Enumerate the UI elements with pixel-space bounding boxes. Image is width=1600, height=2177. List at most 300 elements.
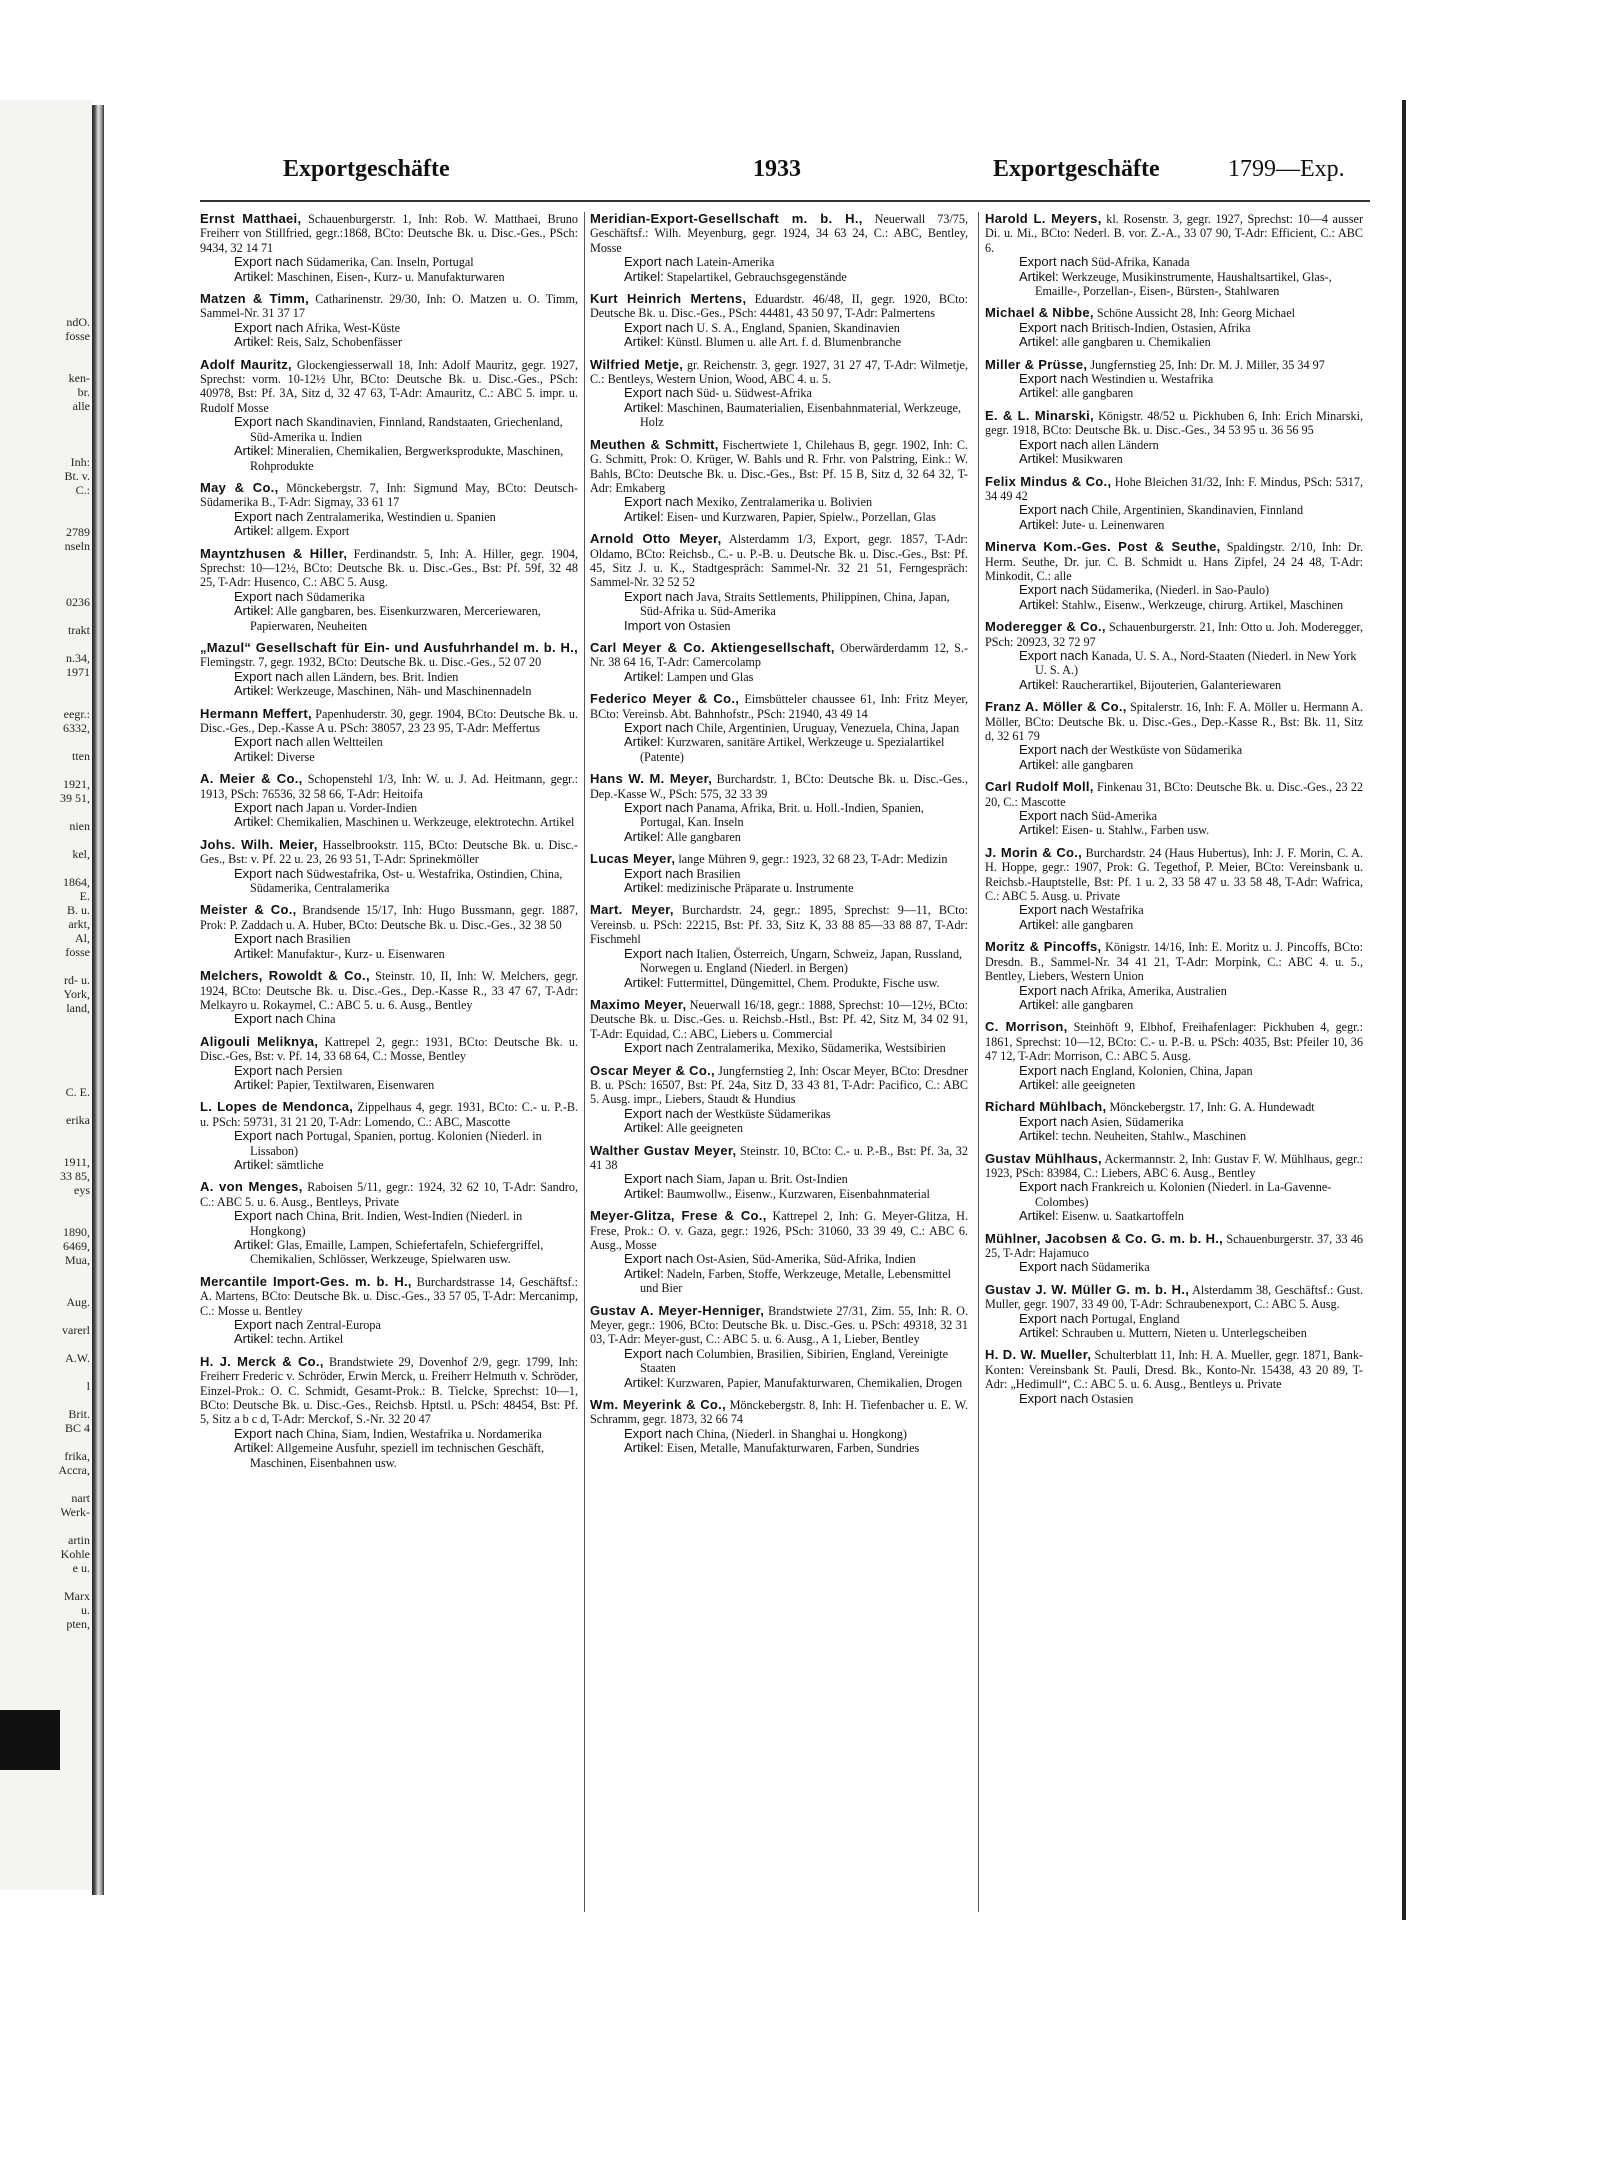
detail-label: Export nach: [624, 385, 694, 401]
firm-name: Arnold Otto Meyer,: [590, 531, 722, 547]
column-1: [200, 212, 578, 1478]
directory-entry: [590, 1144, 968, 1202]
firm-name: Richard Mühlbach,: [985, 1099, 1107, 1115]
detail-text: Britisch-Indien, Ostasien, Afrika: [1091, 320, 1251, 335]
entry-detail-line: [590, 881, 968, 895]
detail-text: Panama, Afrika, Brit. u. Holl.-Indien, Spanien, Portugal, Kan. Inseln: [640, 801, 924, 830]
firm-name: Mayntzhusen & Hiller,: [200, 545, 348, 561]
firm-address: lange Mühren 9, gegr.: 1923, 32 68 23, T-Adr: Medizin: [678, 852, 948, 867]
detail-label: Export nach: [234, 319, 304, 335]
directory-entry: [590, 692, 968, 764]
firm-address: Mönckebergstr. 7, Inh: Sigmund May, BCto: Deutsch-Südamerika B., T-Adr: Sigmay, 33 61 17: [200, 480, 578, 510]
entry-detail-line: [590, 1376, 968, 1390]
detail-text: Skandinavien, Finnland, Randstaaten, Griechenland, Süd-Amerika u. Indien: [250, 415, 563, 444]
detail-text: Latein-Amerika: [696, 255, 775, 270]
entry-detail-line: [985, 372, 1363, 386]
detail-text: U. S. A., England, Spanien, Skandinavien: [696, 320, 900, 335]
firm-name: Miller & Prüsse,: [985, 356, 1088, 372]
entry-detail-line: [985, 1392, 1363, 1406]
detail-text: der Westküste Südamerikas: [696, 1106, 831, 1121]
detail-text: Stapelartikel, Gebrauchsgegenstände: [666, 269, 847, 284]
detail-label: Export nach: [1019, 647, 1089, 663]
detail-label: Export nach: [624, 1105, 694, 1121]
entry-detail-line: [985, 1209, 1363, 1223]
entry-detail-line: [590, 1107, 968, 1121]
detail-label: Artikel:: [1019, 1128, 1059, 1144]
entry-detail-line: [200, 510, 578, 524]
firm-name: Melchers, Rowoldt & Co.,: [200, 968, 370, 984]
directory-entry: [590, 212, 968, 284]
directory-entry: [590, 998, 968, 1056]
entry-detail-line: [590, 670, 968, 684]
directory-entry: [590, 1304, 968, 1390]
entry-detail-line: [200, 670, 578, 684]
detail-text: Südamerika, Can. Inseln, Portugal: [306, 255, 474, 270]
firm-name: Ernst Matthaei,: [200, 211, 302, 226]
directory-entry: [200, 1035, 578, 1093]
detail-text: Frankreich u. Kolonien (Niederl. in La-Gavenne-Colombes): [1035, 1180, 1332, 1209]
detail-label: Export nach: [624, 865, 694, 881]
entry-detail-line: [590, 1252, 968, 1266]
detail-label: Export nach: [1019, 1179, 1089, 1195]
entry-detail-line: [985, 998, 1363, 1012]
detail-text: Asien, Südamerika: [1090, 1114, 1184, 1129]
firm-name: Felix Mindus & Co.,: [985, 473, 1112, 489]
firm-address: Burchardstr. 24, gegr.: 1895, Sprechst: 9—11, BCto: Vereinsb. u. PSch: 22215, Bst: Pf. 33, Sitz K, 33 88 85—33 88 87, T-Adr: Fischmehl: [590, 903, 969, 947]
detail-text: Maschinen, Baumaterialien, Eisenbahnmaterial, Werkzeuge, Holz: [640, 400, 962, 430]
firm-address: Eimsbütteler chaussee 61, Inh: Fritz Meyer, BCto: Vereinsb. Abt. Bahnhofstr., PSch: 21940, 43 49 14: [590, 692, 969, 721]
entry-detail-line: [590, 510, 968, 524]
firm-name: Meister & Co.,: [200, 902, 297, 918]
detail-label: Export nach: [624, 1345, 694, 1361]
detail-label: Export nach: [1019, 1310, 1089, 1326]
firm-address: Ferdinandstr. 5, Inh: A. Hiller, gegr. 1904, Sprechst: 10—12½, BCto: Deutsche Bk. u. Disc.-Ges., Bst: Pf. 59f, 32 48 25, T-Adr: Husenco, C.: ABC 5. Ausg.: [200, 546, 578, 590]
entry-detail-line: [590, 721, 968, 735]
detail-text: Portugal, England: [1091, 1311, 1180, 1326]
firm-name: C. Morrison,: [985, 1019, 1068, 1035]
firm-name: Carl Meyer & Co. Aktiengesellschaft,: [590, 639, 835, 655]
directory-entry: [200, 1180, 578, 1266]
detail-text: Glas, Emaille, Lampen, Schiefertafeln, Schiefergriffel, Chemikalien, Schlösser, Werkzeuge, Spielwaren usw.: [250, 1238, 544, 1267]
firm-name: Johs. Wilh. Meier,: [200, 836, 318, 852]
detail-text: Japan u. Vorder-Indien: [306, 801, 418, 816]
directory-entry: [200, 838, 578, 896]
entry-detail-line: [200, 684, 578, 698]
directory-entry: [985, 846, 1363, 932]
entry-detail-line: [985, 598, 1363, 612]
detail-label: Export nach: [234, 931, 304, 947]
page-right-edge: [1402, 100, 1406, 1920]
detail-label: Export nach: [1019, 1062, 1089, 1078]
entry-detail-line: [985, 1078, 1363, 1092]
detail-label: Artikel:: [624, 734, 664, 750]
firm-address: Schauenburgerstr. 1, Inh: Rob. W. Matthaei, Bruno Freiherr von Stillfried, gegr.:1868, BCto: Deutsche Bk. u. Disc.-Ges., PSch: 9434, 32 14 71: [200, 212, 578, 255]
firm-address: Steinhöft 9, Elbhof, Freihafenlager: Pickhuben 4, gegr.: 1861, Sprechst: 10—12, BCto: C.- u. P.-B. u. PSch: 4035, Bst: Pfeiler 10, 36 47 12, T-Adr: Morrison, C.: ABC 5. Ausg.: [985, 1020, 1363, 1064]
entry-detail-line: [200, 1064, 578, 1078]
column-2: [590, 212, 968, 1464]
detail-text: Raucherartikel, Bijouterien, Galanteriewaren: [1061, 677, 1282, 692]
entry-detail-line: [590, 335, 968, 349]
entry-detail-line: [985, 903, 1363, 917]
entry-detail-line: [985, 823, 1363, 837]
detail-label: Artikel:: [624, 668, 664, 684]
detail-label: Artikel:: [1019, 268, 1059, 284]
detail-label: Artikel:: [624, 1374, 664, 1390]
firm-name: „Mazul“ Gesellschaft für Ein- und Ausfuhrhandel m. b. H.,: [200, 639, 578, 655]
entry-detail-line: [200, 867, 578, 896]
detail-label: Export nach: [624, 1425, 694, 1441]
detail-label: Artikel:: [234, 1440, 274, 1456]
firm-name: Meyer-Glitza, Frese & Co.,: [590, 1208, 767, 1224]
firm-address: Brandstwiete 29, Dovenhof 2/9, gegr. 1799, Inh: Freiherr Frederic v. Schröder, Erwin Merck, u. Freiherr Helmuth v. Schröder, Einzel-Prok.: O. C. Schmidt, Gesamt-Prok.: B. Tielcke, Sprechst: 10—1, BCto: Deutsche Bk. u. Disc.-Ges., Reichsb. Hptstl. u. PSch: 48454, Bst: Pf. 5, Sitz a b c d, T-Adr: Merckof, S.-Nr. 32 20 47: [200, 1354, 579, 1427]
detail-label: Export nach: [624, 319, 694, 335]
header-year: 1933: [753, 156, 801, 182]
entry-detail-line: [200, 444, 578, 473]
detail-text: alle gangbaren: [1061, 997, 1134, 1012]
detail-text: Diverse: [276, 749, 315, 764]
firm-name: J. Morin & Co.,: [985, 844, 1083, 860]
entry-detail-line: [985, 1115, 1363, 1129]
detail-label: Export nach: [1019, 254, 1089, 270]
detail-label: Artikel:: [234, 1076, 274, 1092]
firm-address: Brandstwiete 27/31, Zim. 55, Inh: R. O. Meyer, gegr.: 1906, BCto: Deutsche Bk. u. Disc.-Ges. u. PSch: 49318, 32 31 03, T-Adr: Meyer-gust, C.: ABC 5. u. 6. Ausg., A 1, Lieber, Bentley: [590, 1303, 968, 1347]
detail-text: Afrika, West-Küste: [305, 320, 400, 335]
header-rule: [200, 200, 1370, 202]
firm-address: Mönckebergstr. 8, Inh: H. Tiefenbacher u. E. W. Schramm, gegr. 1873, 32 66 74: [590, 1398, 968, 1427]
directory-entry: [985, 409, 1363, 467]
directory-entry: [200, 1275, 578, 1347]
directory-entry: [985, 540, 1363, 612]
firm-address: Schauenburgerstr. 21, Inh: Otto u. Joh. Moderegger, PSch: 20923, 32 72 97: [985, 620, 1363, 649]
entry-detail-line: [200, 270, 578, 284]
detail-text: Süd-Afrika, Kanada: [1091, 255, 1190, 270]
entry-detail-line: [985, 583, 1363, 597]
left-page-fragment: ndO. fosse ken- br. alle Inh: Bt. v. C.: 2789 nseln 0236 trakt n.34, 1971 eegr.: 6332, tten 1921, 39 51, nien kel, 1864, E. B. u. arkt, Al, fosse rd- u. York, land, C. E. erika 1911, 33 85, eys 1890, 6469, Mua, Aug. varerl A.W. l Brit. BC 4 frika, Accra, nart Werk- artin Kohle e u. Marx u. pten,: [58, 315, 90, 1631]
firm-address: Alsterdamm 38, Geschäftsf.: Gust. Muller, gegr. 1907, 33 49 00, T-Adr: Schraubenexport, C.: ABC 5. Ausg.: [985, 1282, 1364, 1312]
detail-text: Italien, Österreich, Ungarn, Schweiz, Japan, Russland, Norwegen u. England (Niederl. in Bergen): [640, 946, 963, 976]
detail-text: Musikwaren: [1061, 452, 1123, 467]
firm-name: H. J. Merck & Co.,: [200, 1353, 324, 1369]
detail-text: Siam, Japan u. Brit. Ost-Indien: [696, 1172, 848, 1187]
detail-text: Chile, Argentinien, Skandinavien, Finnland: [1091, 503, 1304, 518]
entry-detail-line: [590, 1187, 968, 1201]
detail-text: Zentral-Europa: [306, 1318, 381, 1333]
detail-label: Export nach: [1019, 808, 1089, 824]
entry-detail-line: [985, 809, 1363, 823]
directory-entry: [200, 903, 578, 961]
detail-label: Artikel:: [624, 399, 664, 415]
entry-detail-line: [200, 1441, 578, 1470]
detail-text: Portugal, Spanien, portug. Kolonien (Niederl. in Lissabon): [250, 1129, 542, 1158]
detail-text: China, (Niederl. in Shanghai u. Hongkong): [696, 1426, 907, 1441]
detail-text: Kurzwaren, sanitäre Artikel, Werkzeuge u. Spezialartikel (Patente): [640, 735, 945, 764]
detail-text: der Westküste von Südamerika: [1091, 743, 1243, 758]
detail-label: Export nach: [234, 254, 304, 270]
firm-address: Jungfernstieg 2, Inh: Oscar Meyer, BCto: Dresdner B. u. PSch: 16507, Bst: Pf. 24a, Sitz D, 33 43 81, T-Adr: Pacifico, C.: ABC 5. Ausg. impr., Liebers, Staudt & Hundius: [590, 1063, 969, 1107]
firm-address: Königstr. 48/52 u. Pickhuben 6, Inh: Erich Minarski, gegr. 1918, BCto: Deutsche Bk. u. Disc.-Ges., 34 53 95 u. 36 56 95: [985, 408, 1364, 438]
firm-address: Schauenburgerstr. 37, 33 46 25, T-Adr: Hajamuco: [985, 1231, 1364, 1260]
detail-text: Zentralamerika, Westindien u. Spanien: [306, 509, 496, 524]
entry-detail-line: [985, 1180, 1363, 1209]
directory-entry: [200, 969, 578, 1027]
firm-address: kl. Rosenstr. 3, gegr. 1927, Sprechst: 10—4 ausser Di. u. Mi., BCto: Nederl. B. vor. Z.-A., 33 07 90, T-Adr: Efficient, C.: ABC 6.: [985, 212, 1364, 255]
detail-label: Export nach: [234, 734, 304, 750]
firm-name: Wm. Meyerink & Co.,: [590, 1397, 726, 1413]
directory-entry: [590, 532, 968, 633]
detail-text: China, Siam, Indien, Westafrika u. Nordamerika: [306, 1426, 542, 1441]
firm-name: Mercantile Import-Ges. m. b. H.,: [200, 1273, 412, 1289]
binding-shadow: [0, 1710, 60, 1770]
firm-address: Steinstr. 10, BCto: C.- u. P.-B., Bst: Pf. 3a, 32 41 38: [590, 1143, 968, 1172]
firm-name: Federico Meyer & Co.,: [590, 691, 740, 707]
firm-address: Mönckebergstr. 17, Inh: G. A. Hundewadt: [1109, 1100, 1315, 1115]
directory-entry: [590, 1398, 968, 1456]
detail-label: Import von: [624, 617, 686, 633]
entry-detail-line: [200, 815, 578, 829]
entry-detail-line: [590, 1441, 968, 1455]
detail-label: Artikel:: [624, 1440, 664, 1456]
firm-address: Alsterdamm 1/3, Export, gegr. 1857, T-Adr: Oldamo, BCto: Reichsb., C.- u. P.-B. u. Deutsche Bk. u. Disc.-Ges., Bst: Pf. 45, Sitz J. u. K., Stadtgespräch: Sammel-Nr. 32 21 51, Ferngespräch: Sammel-Nr. 32 52 52: [590, 532, 969, 590]
entry-detail-line: [590, 401, 968, 430]
detail-text: Eisen- u. Stahlw., Farben usw.: [1061, 823, 1210, 838]
entry-detail-line: [590, 1172, 968, 1186]
detail-label: Export nach: [234, 1317, 304, 1333]
entry-detail-line: [200, 590, 578, 604]
directory-entry: [985, 940, 1363, 1012]
detail-text: Java, Straits Settlements, Philippinen, China, Japan, Süd-Afrika u. Süd-Amerika: [640, 589, 950, 619]
detail-text: Kurzwaren, Papier, Manufakturwaren, Chemikalien, Drogen: [666, 1375, 963, 1390]
entry-detail-line: [200, 604, 578, 633]
detail-label: Export nach: [624, 1040, 694, 1056]
detail-text: Manufaktur-, Kurz- u. Eisenwaren: [276, 946, 445, 961]
detail-label: Export nach: [1019, 742, 1089, 758]
firm-name: Gustav J. W. Müller G. m. b. H.,: [985, 1281, 1190, 1297]
detail-label: Export nach: [1019, 436, 1089, 452]
entry-detail-line: [590, 270, 968, 284]
entry-detail-line: [590, 867, 968, 881]
entry-detail-line: [985, 1260, 1363, 1274]
directory-entry: [200, 707, 578, 765]
entry-detail-line: [200, 255, 578, 269]
directory-entry: [985, 306, 1363, 349]
detail-text: allgem. Export: [276, 524, 350, 539]
directory-entry: [200, 547, 578, 633]
entry-detail-line: [200, 415, 578, 444]
firm-address: Neuerwall 73/75, Geschäftsf.: Wilh. Meyenburg, gegr. 1924, 34 63 24, C.: ABC, Bentley, Mosse: [590, 212, 969, 255]
entry-detail-line: [985, 1312, 1363, 1326]
directory-entry: [200, 212, 578, 284]
firm-address: Glockengiesserwall 18, Inh: Adolf Mauritz, gegr. 1927, Sprechst: vorm. 10-12½ Uhr, BCto: Deutsche Bk. u. Disc.-Ges., PSch: 40978, Bst: Pf. 3A, Sitz d, 32 47 63, T-Adr: Amauritz, C.: ABC 5. impr. u. Rudolf Mosse: [200, 357, 579, 415]
firm-name: Adolf Mauritz,: [200, 356, 292, 372]
entry-detail-line: [985, 1064, 1363, 1078]
detail-label: Artikel:: [624, 268, 664, 284]
entry-detail-line: [985, 1326, 1363, 1340]
firm-name: Walther Gustav Meyer,: [590, 1142, 737, 1158]
directory-entry: [985, 700, 1363, 772]
firm-name: Gustav A. Meyer-Henniger,: [590, 1302, 765, 1318]
detail-label: Export nach: [624, 720, 694, 735]
firm-name: Kurt Heinrich Mertens,: [590, 291, 747, 307]
detail-label: Export nach: [234, 1011, 304, 1027]
directory-entry: [590, 292, 968, 350]
directory-entry: [985, 475, 1363, 533]
entry-detail-line: [985, 518, 1363, 532]
firm-address: Hasselbrookstr. 115, BCto: Deutsche Bk. u. Disc.-Ges., Bst: v. Pf. 22 u. 23, 26 93 51, T-Adr: Sprinekmöller: [200, 837, 578, 867]
detail-text: Brasilien: [696, 866, 741, 881]
page-gutter: [92, 105, 104, 1895]
detail-text: Eisen- und Kurzwaren, Papier, Spielw., Porzellan, Glas: [666, 509, 936, 524]
detail-label: Artikel:: [1019, 756, 1059, 772]
detail-label: Export nach: [624, 494, 694, 510]
detail-label: Artikel:: [1019, 385, 1059, 401]
left-page-edge: [0, 100, 92, 1890]
firm-address: Neuerwall 16/18, gegr.: 1888, Sprechst: 10—12½, BCto: Deutsche Bk. u. Disc.-Ges. u. Reichsb.-Hstl., Bst: Pf. 42, Sitz M, 34 02 91, T-Adr: Equidad, C.: ABC, Liebers u. Commercial: [590, 997, 969, 1041]
detail-label: Artikel:: [234, 1237, 274, 1252]
entry-detail-line: [590, 1121, 968, 1135]
entry-detail-line: [590, 386, 968, 400]
firm-name: Michael & Nibbe,: [985, 305, 1094, 321]
directory-entry: [590, 852, 968, 895]
column-separator: [978, 212, 979, 1912]
detail-label: Export nach: [1019, 319, 1089, 335]
detail-label: Artikel:: [234, 523, 274, 539]
directory-entry: [590, 438, 968, 524]
detail-text: Stahlw., Eisenw., Werkzeuge, chirurg. Artikel, Maschinen: [1061, 597, 1344, 612]
detail-label: Artikel:: [1019, 451, 1059, 467]
entry-detail-line: [985, 984, 1363, 998]
detail-text: sämtliche: [276, 1157, 324, 1172]
firm-name: H. D. W. Mueller,: [985, 1347, 1092, 1363]
detail-label: Export nach: [234, 1425, 304, 1441]
firm-name: Oscar Meyer & Co.,: [590, 1062, 715, 1078]
detail-label: Artikel:: [234, 748, 274, 764]
detail-label: Artikel:: [624, 828, 664, 844]
directory-entry: [985, 780, 1363, 838]
detail-text: techn. Neuheiten, Stahlw., Maschinen: [1061, 1129, 1247, 1144]
firm-address: Steinstr. 10, II, Inh: W. Melchers, gegr. 1924, BCto: Deutsche Bk. u. Disc.-Ges., Dep.-Kasse R., 33 47 67, T-Adr: Melkayro u. Rokaymel, C.: ABC 5. u. 6. Ausg., Bentley: [200, 969, 579, 1012]
detail-text: Persien: [306, 1063, 343, 1078]
firm-address: Spaldingstr. 2/10, Inh: Dr. Herm. Seuthe, Dr. jur. C. B. Schmidt u. Hans Zipfel, 24 24 48, T-Adr: Minkodit, C.: alle: [985, 540, 1363, 583]
firm-address: Oberwärderdamm 12, S.-Nr. 38 64 16, T-Adr: Camercolamp: [590, 640, 969, 670]
column-3: [985, 212, 1363, 1414]
detail-label: Artikel:: [234, 814, 274, 830]
entry-detail-line: [590, 590, 968, 619]
entry-detail-line: [590, 830, 968, 844]
firm-name: Moderegger & Co.,: [985, 619, 1106, 635]
directory-entry: [200, 481, 578, 539]
entry-detail-line: [985, 452, 1363, 466]
firm-address: Ackermannstr. 2, Inh: Gustav F. W. Mühlhaus, gegr.: 1923, PSch: 83984, C.: Liebers, ABC 6. Ausg., Bentley: [985, 1151, 1363, 1180]
firm-address: Finkenau 31, BCto: Deutsche Bk. u. Disc.-Ges., 23 22 20, C.: Mascotte: [985, 780, 1364, 809]
directory-entry: [200, 772, 578, 830]
entry-detail-line: [200, 1238, 578, 1267]
directory-entry: [590, 1064, 968, 1136]
detail-text: Werkzeuge, Musikinstrumente, Haushaltsartikel, Glas-, Emaille-, Porzellan-, Eisen-, Bürsten-, Stahlwaren: [1035, 269, 1332, 299]
entry-detail-line: [200, 321, 578, 335]
entry-detail-line: [200, 335, 578, 349]
detail-text: alle gangbaren: [1061, 757, 1134, 772]
entry-detail-line: [590, 255, 968, 269]
detail-label: Artikel:: [1019, 1208, 1059, 1224]
firm-address: Papenhuderstr. 30, gegr. 1904, BCto: Deutsche Bk. u. Disc.-Ges., Dep.-Kasse A u. PSch: 38057, 23 23 95, T-Adr: Meffertus: [200, 706, 578, 735]
detail-text: Künstl. Blumen u. alle Art. f. d. Blumenbranche: [666, 335, 902, 350]
entry-detail-line: [590, 619, 968, 633]
page-number: 1799—Exp.: [1228, 156, 1345, 182]
detail-text: allen Weltteilen: [306, 735, 383, 750]
detail-label: Export nach: [234, 508, 304, 524]
entry-detail-line: [590, 1267, 968, 1296]
detail-text: alle geeigneten: [1061, 1077, 1136, 1092]
firm-address: Spitalerstr. 16, Inh: F. A. Möller u. Hermann A. Möller, BCto: Deutsche Bk. u. Disc.-Ges., Dep.-Kasse R., Bst: Bk. 11, Sitz d, 32 61 79: [985, 700, 1364, 743]
detail-text: Werkzeuge, Maschinen, Näh- und Maschinennadeln: [276, 684, 532, 699]
directory-entry: [200, 292, 578, 350]
entry-detail-line: [985, 270, 1363, 299]
directory-entry: [590, 772, 968, 844]
page-header: [283, 156, 1373, 196]
firm-name: Carl Rudolf Moll,: [985, 779, 1094, 795]
entry-detail-line: [200, 1209, 578, 1238]
detail-label: Export nach: [234, 1062, 304, 1078]
entry-detail-line: [200, 947, 578, 961]
detail-label: Export nach: [234, 414, 304, 430]
entry-detail-line: [985, 1129, 1363, 1143]
detail-text: allen Ländern: [1091, 437, 1159, 452]
detail-text: Ost-Asien, Süd-Amerika, Süd-Afrika, Indien: [696, 1252, 916, 1267]
detail-label: Export nach: [624, 800, 694, 816]
detail-text: Süd- u. Südwest-Afrika: [696, 386, 812, 401]
header-right-title: Exportgeschäfte: [993, 156, 1160, 182]
entry-detail-line: [985, 649, 1363, 678]
directory-entry: [985, 1100, 1363, 1143]
detail-label: Export nach: [234, 1128, 304, 1144]
firm-address: Eduardstr. 46/48, II, gegr. 1920, BCto: Deutsche Bk. u. Disc.-Ges., PSch: 44481, 43 50 97, T-Adr: Palmertens: [590, 292, 969, 321]
directory-entry: [590, 903, 968, 989]
entry-detail-line: [590, 735, 968, 764]
entry-detail-line: [200, 932, 578, 946]
entry-detail-line: [985, 743, 1363, 757]
entry-detail-line: [200, 801, 578, 815]
directory-entry: [590, 1209, 968, 1295]
firm-name: Maximo Meyer,: [590, 996, 687, 1012]
entry-detail-line: [985, 335, 1363, 349]
firm-name: Meridian-Export-Gesellschaft m. b. H.,: [590, 211, 863, 226]
detail-text: China, Brit. Indien, West-Indien (Niederl. in Hongkong): [250, 1209, 523, 1238]
detail-label: Export nach: [624, 1171, 694, 1187]
detail-text: Süd-Amerika: [1091, 809, 1158, 824]
directory-entry: [200, 1100, 578, 1172]
detail-label: Artikel:: [1019, 334, 1059, 350]
detail-text: Mexiko, Zentralamerika u. Bolivien: [696, 495, 873, 510]
entry-detail-line: [590, 495, 968, 509]
detail-label: Export nach: [234, 1208, 304, 1224]
detail-text: Südwestafrika, Ost- u. Westafrika, Ostindien, China, Südamerika, Centralamerika: [250, 866, 563, 896]
entry-detail-line: [200, 750, 578, 764]
detail-label: Artikel:: [234, 683, 274, 699]
detail-label: Artikel:: [1019, 1076, 1059, 1092]
entry-detail-line: [985, 255, 1363, 269]
entry-detail-line: [985, 503, 1363, 517]
detail-text: Jute- u. Leinenwaren: [1061, 517, 1165, 532]
detail-label: Artikel:: [1019, 676, 1059, 692]
detail-label: Artikel:: [624, 334, 664, 350]
detail-label: Artikel:: [1019, 516, 1059, 532]
firm-name: Matzen & Timm,: [200, 291, 310, 307]
firm-name: Hans W. M. Meyer,: [590, 771, 713, 787]
entry-detail-line: [590, 976, 968, 990]
detail-text: Columbien, Brasilien, Sibirien, England, Vereinigte Staaten: [640, 1346, 949, 1376]
entry-detail-line: [985, 918, 1363, 932]
detail-text: Westindien u. Westafrika: [1091, 372, 1214, 387]
